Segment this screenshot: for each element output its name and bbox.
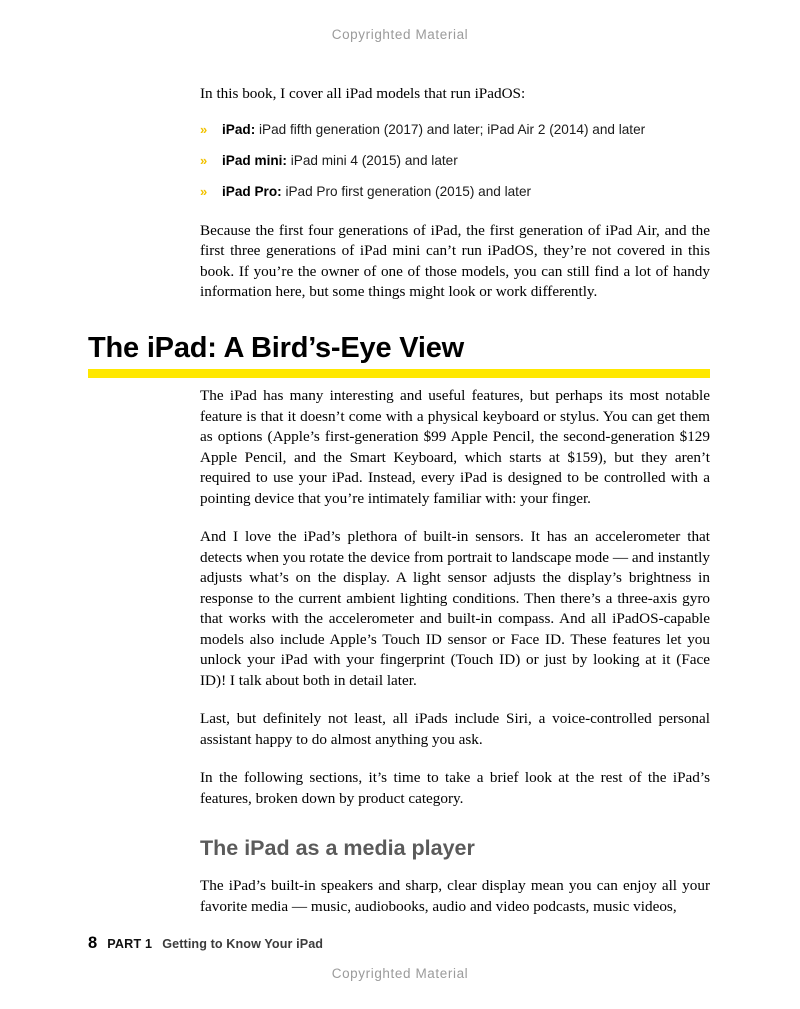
- list-item: [200, 183, 710, 201]
- paragraph-unsupported-models: Because the first four generations of iPad, the first generation of iPad Air, and the first three generations of iPad mini can’t run iPadOS, they’re not covered in this book. If you’re the owner of one of those models, you can still find a lot of handy information here, but some things might look or work differently.: [200, 221, 710, 300]
- heading-highlight-rule: [88, 369, 710, 378]
- section-heading-block: [88, 331, 710, 378]
- list-item-text: [222, 152, 710, 170]
- subsection-heading-media-player: The iPad as a media player: [200, 836, 475, 860]
- content-upper: [200, 84, 710, 321]
- list-item-text: [222, 183, 710, 201]
- list-item-desc: iPad mini 4 (2015) and later: [286, 152, 458, 168]
- footer-folio: [88, 934, 323, 953]
- list-item: [200, 152, 710, 170]
- list-item-term: iPad Pro:: [222, 183, 282, 199]
- list-item-desc: iPad Pro first generation (2015) and later: [281, 183, 532, 199]
- paragraph-birdseye-2: And I love the iPad’s plethora of built-in sensors. It has an accelerometer that detects when you rotate the device from portrait to landscape mode — and instantly adjusts what’s on the display. A light sensor adjusts the display’s brightness in response to the current ambient lighting conditions. Then there’s a three-axis gyro that works with the accelerometer and built-in compass. And all iPadOS-capable models also include Apple’s Touch ID sensor or Face ID. These features let you unlock your iPad with your fingerprint (Touch ID) or just by looking at it (Face ID)! I talk about both in detail later.: [200, 528, 710, 689]
- list-item-term: iPad mini:: [222, 152, 287, 168]
- watermark-top: Copyrighted Material: [331, 27, 469, 42]
- watermark-bottom: Copyrighted Material: [331, 966, 469, 981]
- part-title: Getting to Know Your iPad: [162, 937, 324, 951]
- paragraph-media-1: The iPad’s built-in speakers and sharp, clear display mean you can enjoy all your favorite media — music, audiobooks, audio and video podcasts, music videos,: [200, 877, 710, 915]
- paragraph-birdseye-1: The iPad has many interesting and useful features, but perhaps its most notable feature is that it doesn’t come with a physical keyboard or stylus. You can get them as options (Apple’s first-generation $99 Apple Pencil, the second-generation $129 Apple Pencil, and the Smart Keyboard, which starts at $159), but they aren’t required to use your iPad. Instead, every iPad is designed to be controlled with a pointing device that you’re intimately familiar with: your finger.: [200, 387, 710, 507]
- list-item-desc: iPad fifth generation (2017) and later; iPad Air 2 (2014) and later: [255, 121, 646, 137]
- double-chevron-icon: »: [200, 121, 207, 137]
- double-chevron-icon: »: [200, 183, 207, 199]
- paragraph-birdseye-3: Last, but definitely not least, all iPads include Siri, a voice-controlled personal assistant happy to do almost anything you ask.: [200, 710, 710, 748]
- ipad-model-list: [200, 121, 710, 201]
- list-item-text: [222, 121, 710, 139]
- paragraph-birdseye-4: In the following sections, it’s time to take a brief look at the rest of the iPad’s features, broken down by product category.: [200, 769, 710, 807]
- page-number: 8: [88, 934, 98, 952]
- list-item-term: iPad:: [222, 121, 256, 137]
- content-lower: [200, 386, 710, 935]
- page-title: The iPad: A Bird’s-Eye View: [88, 332, 465, 364]
- double-chevron-icon: »: [200, 152, 207, 168]
- list-item: [200, 121, 710, 139]
- part-label: PART 1: [107, 937, 153, 951]
- intro-lead-paragraph: In this book, I cover all iPad models that run iPadOS:: [200, 85, 526, 102]
